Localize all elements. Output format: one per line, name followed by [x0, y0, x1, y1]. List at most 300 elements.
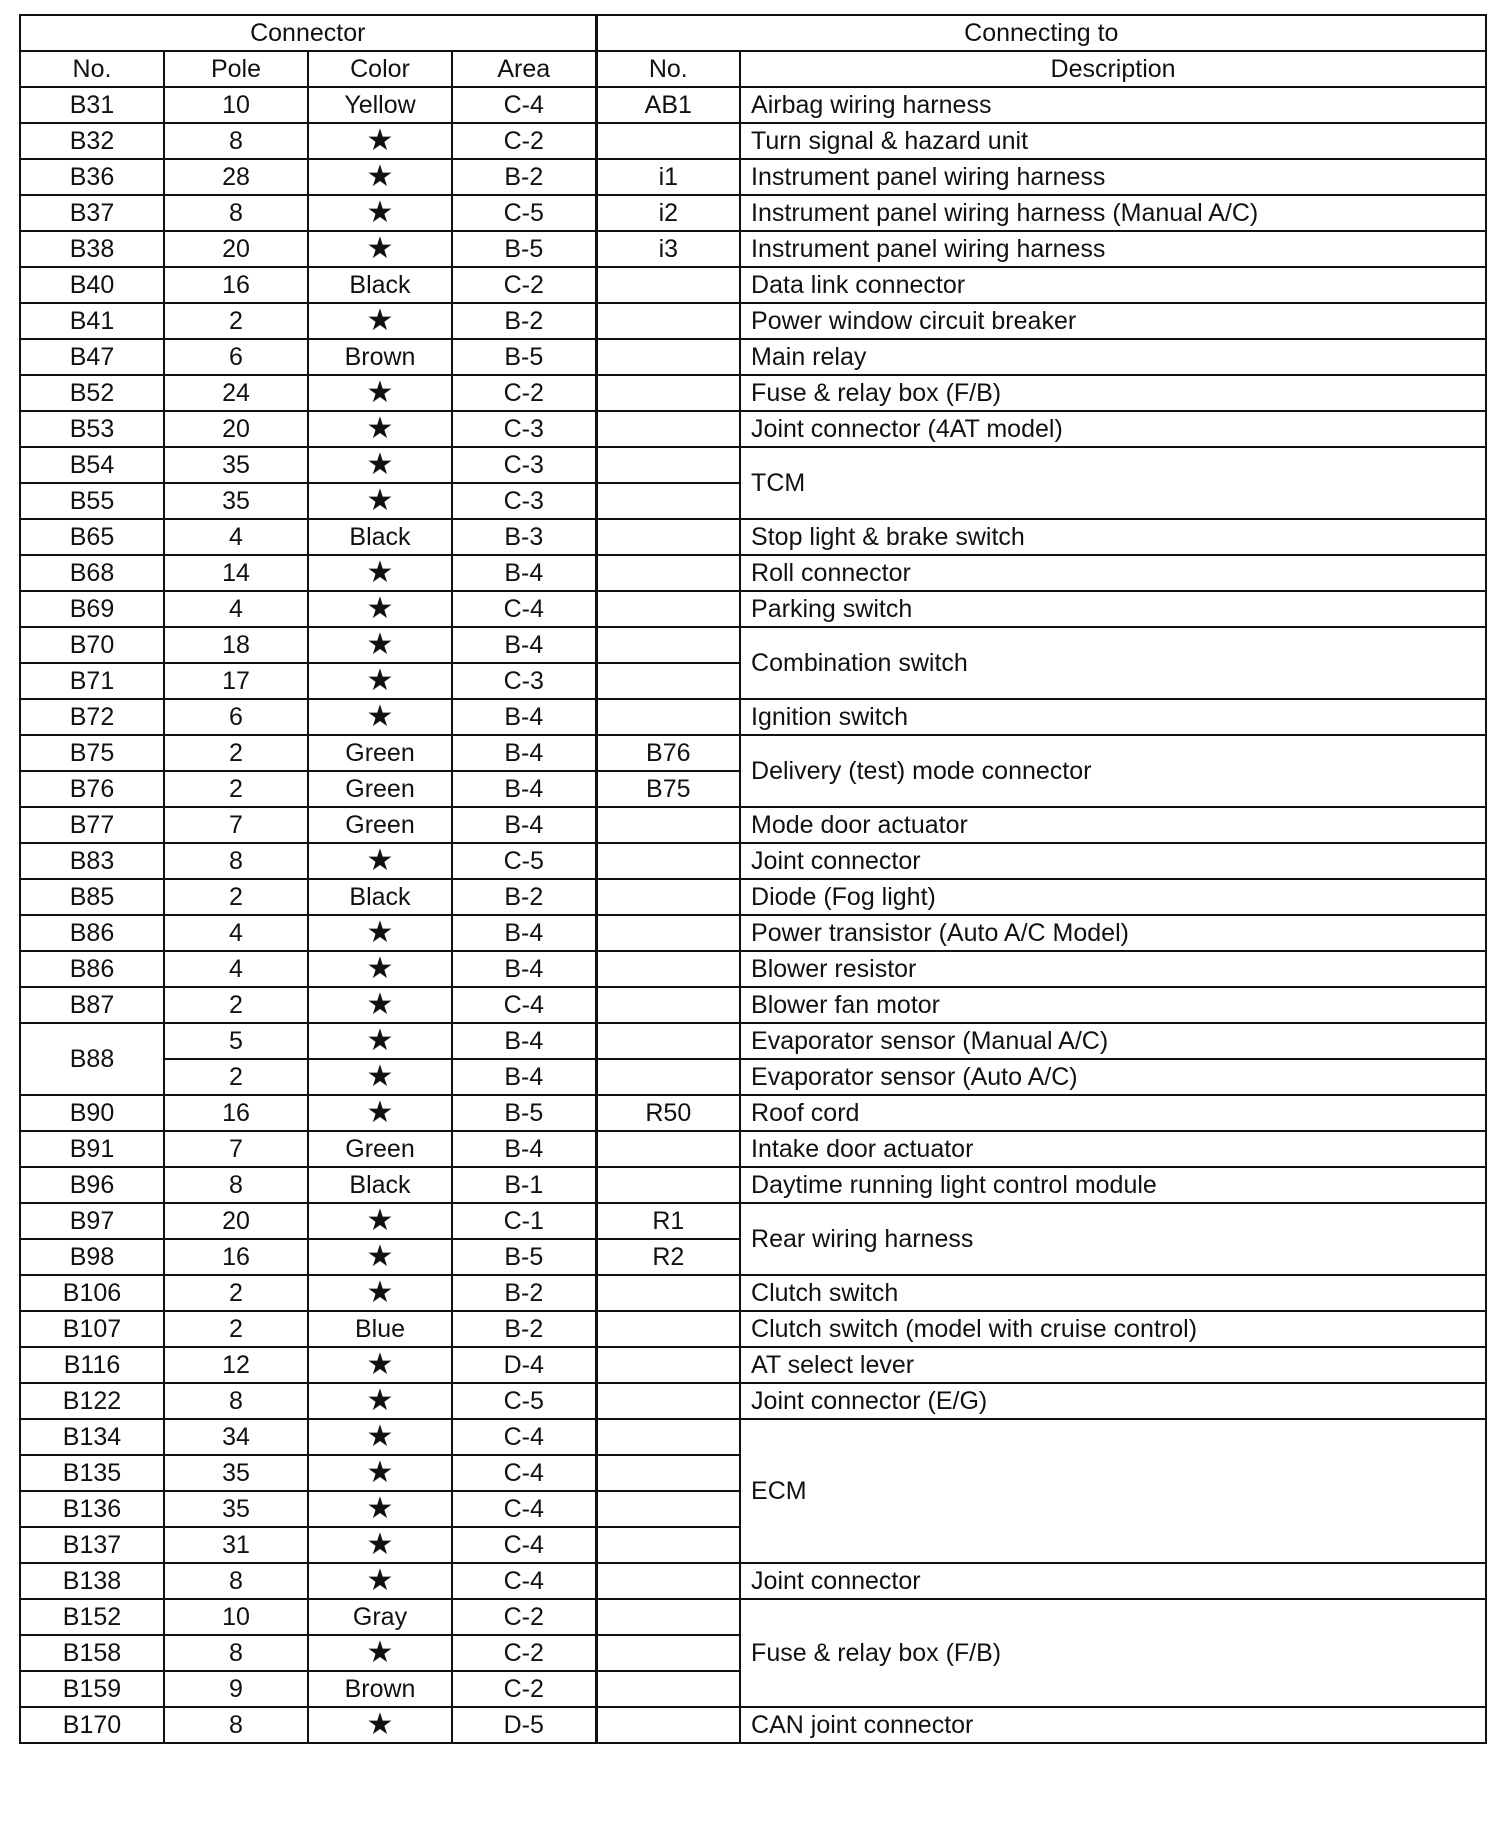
pole-cell: 18: [164, 627, 308, 663]
area-cell: C-3: [452, 447, 596, 483]
area-cell: C-5: [452, 1383, 596, 1419]
connecting-no-cell: [596, 591, 740, 627]
connector-no-cell: B116: [20, 1347, 164, 1383]
area-cell: B-4: [452, 1131, 596, 1167]
connector-no-cell: B55: [20, 483, 164, 519]
pole-cell: 34: [164, 1419, 308, 1455]
table-row: [20, 339, 1486, 375]
color-cell: Yellow: [308, 87, 452, 123]
connecting-no-cell: AB1: [596, 87, 740, 123]
color-cell: Gray: [308, 1599, 452, 1635]
area-cell: C-4: [452, 591, 596, 627]
connecting-no-cell: [596, 303, 740, 339]
pole-cell: 6: [164, 339, 308, 375]
table-row: [20, 1059, 1486, 1095]
star-icon: ★: [308, 1527, 452, 1563]
pole-cell: 16: [164, 267, 308, 303]
table-row: [20, 1599, 1486, 1635]
area-cell: C-5: [452, 195, 596, 231]
connecting-no-cell: [596, 1311, 740, 1347]
table-row: [20, 555, 1486, 591]
star-icon: ★: [308, 987, 452, 1023]
pole-cell: 14: [164, 555, 308, 591]
pole-cell: 8: [164, 195, 308, 231]
connector-no-cell: B152: [20, 1599, 164, 1635]
color-cell: Green: [308, 807, 452, 843]
star-icon: ★: [308, 1383, 452, 1419]
description-cell: Power transistor (Auto A/C Model): [740, 915, 1486, 951]
connecting-no-cell: [596, 1491, 740, 1527]
area-cell: C-5: [452, 843, 596, 879]
area-cell: C-2: [452, 123, 596, 159]
pole-cell: 35: [164, 1491, 308, 1527]
pole-cell: 8: [164, 1707, 308, 1743]
table-row: [20, 843, 1486, 879]
table-row: [20, 627, 1486, 663]
area-cell: B-2: [452, 1275, 596, 1311]
description-cell: Instrument panel wiring harness (Manual A/C): [740, 195, 1486, 231]
connecting-no-cell: i3: [596, 231, 740, 267]
area-cell: C-2: [452, 1599, 596, 1635]
star-icon: ★: [308, 951, 452, 987]
connecting-no-cell: [596, 339, 740, 375]
star-icon: ★: [308, 1707, 452, 1743]
pole-cell: 8: [164, 1635, 308, 1671]
connector-no-cell: B72: [20, 699, 164, 735]
area-cell: B-5: [452, 1239, 596, 1275]
description-cell: Fuse & relay box (F/B): [740, 1599, 1486, 1707]
area-cell: B-4: [452, 807, 596, 843]
pole-cell: 2: [164, 879, 308, 915]
connector-no-cell: B87: [20, 987, 164, 1023]
pole-cell: 4: [164, 951, 308, 987]
star-icon: ★: [308, 1635, 452, 1671]
connector-no-cell: B86: [20, 951, 164, 987]
pole-cell: 4: [164, 519, 308, 555]
connecting-no-cell: [596, 1635, 740, 1671]
table-row: [20, 519, 1486, 555]
star-icon: ★: [308, 447, 452, 483]
star-icon: ★: [308, 159, 452, 195]
pole-cell: 2: [164, 735, 308, 771]
connector-no-cell: B96: [20, 1167, 164, 1203]
description-cell: Combination switch: [740, 627, 1486, 699]
color-cell: Green: [308, 771, 452, 807]
connector-no-cell: B85: [20, 879, 164, 915]
table-row: [20, 411, 1486, 447]
pole-cell: 35: [164, 447, 308, 483]
star-icon: ★: [308, 411, 452, 447]
description-cell: Roll connector: [740, 555, 1486, 591]
pole-cell: 16: [164, 1095, 308, 1131]
column-header-connecting-no: No.: [596, 51, 740, 87]
table-row: [20, 1383, 1486, 1419]
area-cell: B-5: [452, 339, 596, 375]
connecting-no-cell: [596, 1059, 740, 1095]
pole-cell: 35: [164, 1455, 308, 1491]
description-cell: Evaporator sensor (Auto A/C): [740, 1059, 1486, 1095]
table-row: [20, 1095, 1486, 1131]
group-header-connecting-to: Connecting to: [596, 15, 1486, 51]
table-row: [20, 807, 1486, 843]
area-cell: C-3: [452, 663, 596, 699]
column-header-color: Color: [308, 51, 452, 87]
connecting-no-cell: [596, 1671, 740, 1707]
area-cell: C-4: [452, 987, 596, 1023]
area-cell: B-1: [452, 1167, 596, 1203]
connector-no-cell: B53: [20, 411, 164, 447]
area-cell: C-2: [452, 375, 596, 411]
connecting-no-cell: [596, 699, 740, 735]
color-cell: Brown: [308, 1671, 452, 1707]
table-row: [20, 375, 1486, 411]
table-row: [20, 447, 1486, 483]
connecting-no-cell: [596, 1023, 740, 1059]
pole-cell: 9: [164, 1671, 308, 1707]
connecting-no-cell: [596, 123, 740, 159]
connector-no-cell: B107: [20, 1311, 164, 1347]
table-row: [20, 987, 1486, 1023]
color-cell: Black: [308, 1167, 452, 1203]
connector-no-cell: B70: [20, 627, 164, 663]
area-cell: C-4: [452, 1455, 596, 1491]
connecting-no-cell: [596, 1707, 740, 1743]
table-row: [20, 195, 1486, 231]
column-header-row: [20, 51, 1486, 87]
connecting-no-cell: [596, 375, 740, 411]
star-icon: ★: [308, 663, 452, 699]
group-header-connector: Connector: [20, 15, 596, 51]
area-cell: B-4: [452, 1023, 596, 1059]
area-cell: B-4: [452, 735, 596, 771]
star-icon: ★: [308, 1275, 452, 1311]
table-row: [20, 123, 1486, 159]
table-row: [20, 159, 1486, 195]
table-row: [20, 231, 1486, 267]
area-cell: C-4: [452, 1419, 596, 1455]
connector-no-cell: B37: [20, 195, 164, 231]
star-icon: ★: [308, 195, 452, 231]
description-cell: Ignition switch: [740, 699, 1486, 735]
pole-cell: 5: [164, 1023, 308, 1059]
connecting-no-cell: [596, 1563, 740, 1599]
star-icon: ★: [308, 1491, 452, 1527]
area-cell: B-4: [452, 1059, 596, 1095]
connecting-no-cell: [596, 483, 740, 519]
connector-no-cell: B69: [20, 591, 164, 627]
connector-no-cell: B97: [20, 1203, 164, 1239]
table-row: [20, 735, 1486, 771]
connector-no-cell: B170: [20, 1707, 164, 1743]
star-icon: ★: [308, 555, 452, 591]
connecting-no-cell: [596, 951, 740, 987]
area-cell: C-4: [452, 1491, 596, 1527]
area-cell: B-5: [452, 231, 596, 267]
pole-cell: 10: [164, 87, 308, 123]
connecting-no-cell: [596, 1455, 740, 1491]
connector-no-cell: B65: [20, 519, 164, 555]
connector-no-cell: B47: [20, 339, 164, 375]
description-cell: Data link connector: [740, 267, 1486, 303]
description-cell: Power window circuit breaker: [740, 303, 1486, 339]
star-icon: ★: [308, 231, 452, 267]
table-row: [20, 1563, 1486, 1599]
pole-cell: 2: [164, 1059, 308, 1095]
connecting-no-cell: [596, 663, 740, 699]
area-cell: C-2: [452, 1671, 596, 1707]
connector-no-cell: B137: [20, 1527, 164, 1563]
connector-no-cell: B106: [20, 1275, 164, 1311]
pole-cell: 20: [164, 411, 308, 447]
pole-cell: 8: [164, 843, 308, 879]
connector-no-cell: B38: [20, 231, 164, 267]
description-cell: Airbag wiring harness: [740, 87, 1486, 123]
connector-no-cell: B88: [20, 1023, 164, 1095]
pole-cell: 8: [164, 1167, 308, 1203]
connector-no-cell: B91: [20, 1131, 164, 1167]
connector-no-cell: B77: [20, 807, 164, 843]
description-cell: Parking switch: [740, 591, 1486, 627]
area-cell: C-2: [452, 267, 596, 303]
area-cell: C-2: [452, 1635, 596, 1671]
pole-cell: 7: [164, 807, 308, 843]
column-header-pole: Pole: [164, 51, 308, 87]
description-cell: Joint connector (E/G): [740, 1383, 1486, 1419]
connector-no-cell: B75: [20, 735, 164, 771]
connector-no-cell: B36: [20, 159, 164, 195]
connecting-no-cell: [596, 1275, 740, 1311]
table-row: [20, 1167, 1486, 1203]
table-row: [20, 591, 1486, 627]
star-icon: ★: [308, 699, 452, 735]
pole-cell: 2: [164, 771, 308, 807]
connector-no-cell: B98: [20, 1239, 164, 1275]
connecting-no-cell: [596, 627, 740, 663]
color-cell: Green: [308, 735, 452, 771]
star-icon: ★: [308, 1239, 452, 1275]
description-cell: AT select lever: [740, 1347, 1486, 1383]
pole-cell: 12: [164, 1347, 308, 1383]
description-cell: Instrument panel wiring harness: [740, 159, 1486, 195]
pole-cell: 8: [164, 1383, 308, 1419]
connecting-no-cell: [596, 1131, 740, 1167]
table-row: [20, 87, 1486, 123]
description-cell: Intake door actuator: [740, 1131, 1486, 1167]
area-cell: D-4: [452, 1347, 596, 1383]
star-icon: ★: [308, 1095, 452, 1131]
description-cell: Clutch switch (model with cruise control): [740, 1311, 1486, 1347]
table-row: [20, 1419, 1486, 1455]
connecting-no-cell: [596, 411, 740, 447]
pole-cell: 2: [164, 987, 308, 1023]
description-cell: Fuse & relay box (F/B): [740, 375, 1486, 411]
connector-no-cell: B135: [20, 1455, 164, 1491]
table-row: [20, 1203, 1486, 1239]
pole-cell: 28: [164, 159, 308, 195]
pole-cell: 6: [164, 699, 308, 735]
area-cell: B-3: [452, 519, 596, 555]
description-cell: Stop light & brake switch: [740, 519, 1486, 555]
description-cell: Blower fan motor: [740, 987, 1486, 1023]
pole-cell: 2: [164, 303, 308, 339]
area-cell: B-4: [452, 771, 596, 807]
connector-table: [19, 14, 1487, 1744]
connecting-no-cell: [596, 879, 740, 915]
area-cell: B-4: [452, 915, 596, 951]
star-icon: ★: [308, 1059, 452, 1095]
area-cell: D-5: [452, 1707, 596, 1743]
area-cell: B-4: [452, 627, 596, 663]
area-cell: C-4: [452, 1563, 596, 1599]
area-cell: B-2: [452, 879, 596, 915]
table-row: [20, 951, 1486, 987]
pole-cell: 31: [164, 1527, 308, 1563]
description-cell: Rear wiring harness: [740, 1203, 1486, 1275]
connecting-no-cell: B75: [596, 771, 740, 807]
star-icon: ★: [308, 591, 452, 627]
description-cell: Roof cord: [740, 1095, 1486, 1131]
connector-no-cell: B31: [20, 87, 164, 123]
table-row: [20, 1275, 1486, 1311]
color-cell: Black: [308, 879, 452, 915]
pole-cell: 8: [164, 123, 308, 159]
description-cell: Joint connector: [740, 843, 1486, 879]
description-cell: TCM: [740, 447, 1486, 519]
pole-cell: 35: [164, 483, 308, 519]
color-cell: Black: [308, 267, 452, 303]
pole-cell: 16: [164, 1239, 308, 1275]
description-cell: Diode (Fog light): [740, 879, 1486, 915]
connecting-no-cell: [596, 807, 740, 843]
table-row: [20, 699, 1486, 735]
area-cell: B-4: [452, 699, 596, 735]
description-cell: CAN joint connector: [740, 1707, 1486, 1743]
connector-no-cell: B54: [20, 447, 164, 483]
star-icon: ★: [308, 1419, 452, 1455]
column-header-description: Description: [740, 51, 1486, 87]
color-cell: Black: [308, 519, 452, 555]
connector-no-cell: B86: [20, 915, 164, 951]
connector-no-cell: B52: [20, 375, 164, 411]
area-cell: C-4: [452, 87, 596, 123]
star-icon: ★: [308, 1455, 452, 1491]
table-row: [20, 267, 1486, 303]
connector-no-cell: B32: [20, 123, 164, 159]
star-icon: ★: [308, 303, 452, 339]
connecting-no-cell: [596, 555, 740, 591]
area-cell: B-4: [452, 555, 596, 591]
pole-cell: 4: [164, 915, 308, 951]
table-row: [20, 1707, 1486, 1743]
area-cell: C-4: [452, 1527, 596, 1563]
connecting-no-cell: R1: [596, 1203, 740, 1239]
description-cell: Clutch switch: [740, 1275, 1486, 1311]
description-cell: Turn signal & hazard unit: [740, 123, 1486, 159]
connector-no-cell: B134: [20, 1419, 164, 1455]
table-row: [20, 1311, 1486, 1347]
connecting-no-cell: [596, 267, 740, 303]
area-cell: B-4: [452, 951, 596, 987]
star-icon: ★: [308, 483, 452, 519]
description-cell: Joint connector (4AT model): [740, 411, 1486, 447]
star-icon: ★: [308, 915, 452, 951]
area-cell: C-3: [452, 483, 596, 519]
area-cell: B-5: [452, 1095, 596, 1131]
pole-cell: 20: [164, 1203, 308, 1239]
description-cell: Evaporator sensor (Manual A/C): [740, 1023, 1486, 1059]
connecting-no-cell: [596, 1527, 740, 1563]
connecting-no-cell: B76: [596, 735, 740, 771]
star-icon: ★: [308, 1563, 452, 1599]
description-cell: Delivery (test) mode connector: [740, 735, 1486, 807]
description-cell: ECM: [740, 1419, 1486, 1563]
pole-cell: 17: [164, 663, 308, 699]
connecting-no-cell: [596, 519, 740, 555]
area-cell: B-2: [452, 1311, 596, 1347]
star-icon: ★: [308, 627, 452, 663]
connecting-no-cell: [596, 1167, 740, 1203]
pole-cell: 7: [164, 1131, 308, 1167]
area-cell: C-3: [452, 411, 596, 447]
pole-cell: 2: [164, 1311, 308, 1347]
connecting-no-cell: [596, 843, 740, 879]
connecting-no-cell: [596, 1599, 740, 1635]
connecting-no-cell: [596, 1419, 740, 1455]
table-row: [20, 1023, 1486, 1059]
table-row: [20, 303, 1486, 339]
connecting-no-cell: R2: [596, 1239, 740, 1275]
connecting-no-cell: [596, 915, 740, 951]
connecting-no-cell: i1: [596, 159, 740, 195]
connector-no-cell: B68: [20, 555, 164, 591]
description-cell: Blower resistor: [740, 951, 1486, 987]
pole-cell: 8: [164, 1563, 308, 1599]
connector-no-cell: B83: [20, 843, 164, 879]
connector-no-cell: B90: [20, 1095, 164, 1131]
description-cell: Mode door actuator: [740, 807, 1486, 843]
area-cell: B-2: [452, 303, 596, 339]
table-row: [20, 1347, 1486, 1383]
pole-cell: 10: [164, 1599, 308, 1635]
connector-no-cell: B71: [20, 663, 164, 699]
connecting-no-cell: [596, 447, 740, 483]
star-icon: ★: [308, 1203, 452, 1239]
connector-no-cell: B76: [20, 771, 164, 807]
connector-no-cell: B158: [20, 1635, 164, 1671]
table-row: [20, 879, 1486, 915]
connector-no-cell: B122: [20, 1383, 164, 1419]
connector-no-cell: B40: [20, 267, 164, 303]
connecting-no-cell: [596, 1347, 740, 1383]
description-cell: Joint connector: [740, 1563, 1486, 1599]
connector-no-cell: B138: [20, 1563, 164, 1599]
pole-cell: 4: [164, 591, 308, 627]
column-header-no: No.: [20, 51, 164, 87]
connector-no-cell: B136: [20, 1491, 164, 1527]
description-cell: Instrument panel wiring harness: [740, 231, 1486, 267]
color-cell: Blue: [308, 1311, 452, 1347]
description-cell: Main relay: [740, 339, 1486, 375]
star-icon: ★: [308, 123, 452, 159]
description-cell: Daytime running light control module: [740, 1167, 1486, 1203]
connector-no-cell: B41: [20, 303, 164, 339]
table-body: [20, 87, 1486, 1743]
table-row: [20, 1131, 1486, 1167]
color-cell: Green: [308, 1131, 452, 1167]
table-row: [20, 915, 1486, 951]
pole-cell: 24: [164, 375, 308, 411]
star-icon: ★: [308, 843, 452, 879]
